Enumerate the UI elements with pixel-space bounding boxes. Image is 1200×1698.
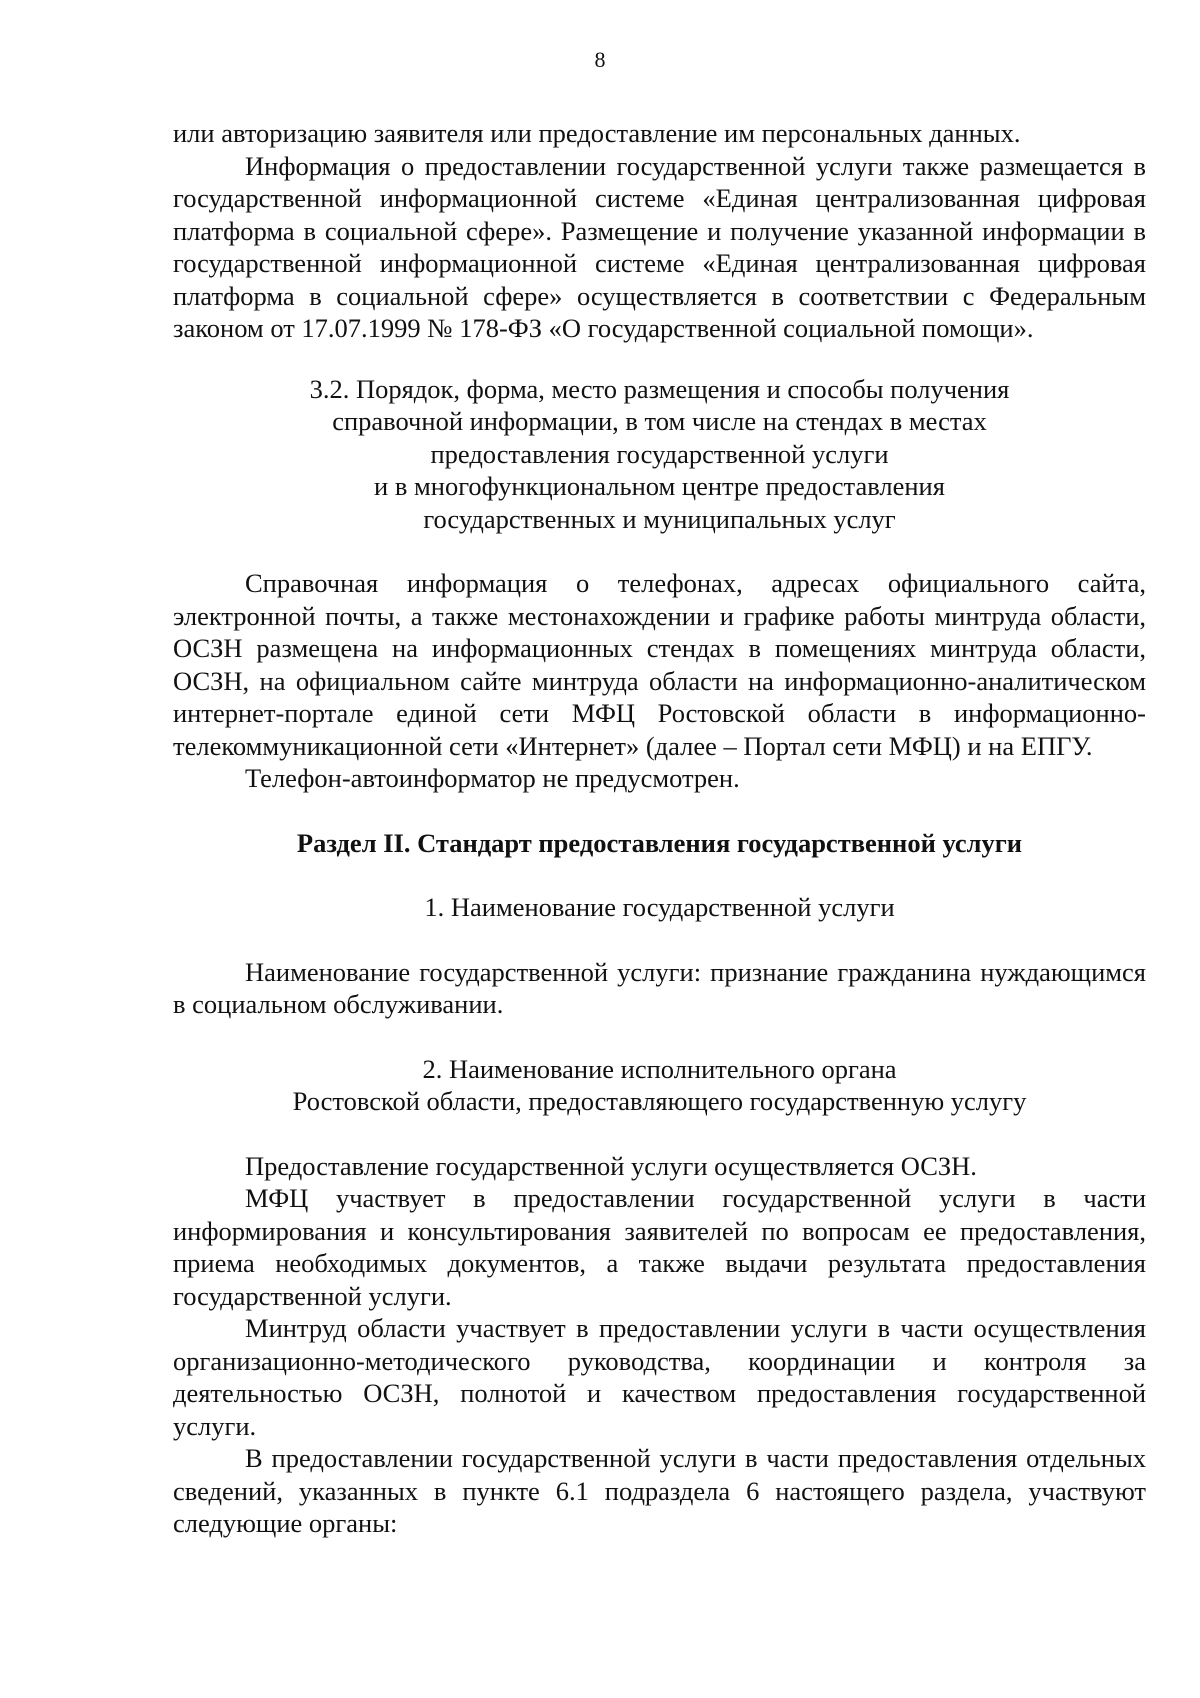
page-number: 8 [594, 47, 606, 72]
spacer [173, 859, 1146, 891]
paragraph-info-placement: Информация о предоставлении государственной услуги также размещается в государственной информационной системе «Единая централизованная цифровая платформа в социальной сфере». Размещение и получение указанной информации в государственной информационной системе «Единая централизованная цифровая платформа в социальной сфере» осуществляется в соответствии с Федеральным законом от 17.07.1999 № 178-ФЗ «О государственной социальной помощи». [173, 150, 1146, 343]
paragraph-mfc-role: МФЦ участвует в предоставлении государственной услуги в части информирования и консультирования заявителей по вопросам ее предоставления, приема необходимых документов, а также выдачи результата предоставления государственной услуги. [173, 1183, 1146, 1311]
spacer [173, 1118, 1146, 1150]
heading-line: справочной информации, в том числе на стендах в местах [332, 406, 987, 436]
paragraph-service-name: Наименование государственной услуги: признание гражданина нуждающимся в социальном обслуживании. [173, 956, 1146, 1019]
paragraph-reference-info: Справочная информация о телефонах, адресах официального сайта, электронной почты, а также местонахождении и графике работы минтруда области, ОСЗН размещена на информационных стендах в помещениях минтруда области, ОСЗН, на официальном сайте минтруда области на информационно-аналитическом интернет-портале единой сети МФЦ Ростовской области в информационно-телекоммуникационной сети «Интернет» (далее – Портал сети МФЦ) и на ЕПГУ. [173, 568, 1146, 761]
heading-line: Ростовской области, предоставляющего государственную услугу [292, 1086, 1027, 1116]
heading-line: предоставления государственной услуги [430, 438, 889, 469]
paragraph-participating-bodies: В предоставлении государственной услуги в части предоставления отдельных сведений, указанных в пункте 6.1 подраздела 6 настоящего раздела, участвуют следующие органы: [173, 1443, 1146, 1538]
spacer [173, 795, 1146, 827]
paragraph-autoinformer: Телефон-автоинформатор не предусмотрен. [245, 763, 740, 793]
paragraph-ministry-role: Минтруд области участвует в предоставлении услуги в части осуществления организационно-методического руководства, координации и контроля за деятельностью ОСЗН, полнотой и качеством предоставления государственной услуги. [173, 1313, 1146, 1441]
spacer [173, 345, 1146, 373]
paragraph-provider: Предоставление государственной услуги осуществляется ОСЗН. [245, 1150, 977, 1181]
heading-line: государственных и муниципальных услуг [423, 503, 896, 534]
paragraph-continuation: или авторизацию заявителя или предоставление им персональных данных. [173, 118, 1021, 148]
heading-line: и в многофункциональном центре предоставления [374, 471, 945, 501]
spacer [173, 1021, 1146, 1053]
spacer [173, 535, 1146, 567]
document-body [173, 117, 1146, 1540]
heading-line: 3.2. Порядок, форма, место размещения и способы получения [309, 373, 1010, 404]
heading-line: 2. Наименование исполнительного органа [422, 1053, 897, 1084]
spacer [173, 924, 1146, 956]
subsection-heading-3-2 [173, 373, 1146, 536]
subsection-heading-2 [173, 1053, 1146, 1118]
subsection-heading-1: 1. Наименование государственной услуги [424, 892, 895, 922]
section-title: Раздел II. Стандарт предоставления государственной услуги [296, 827, 1023, 858]
